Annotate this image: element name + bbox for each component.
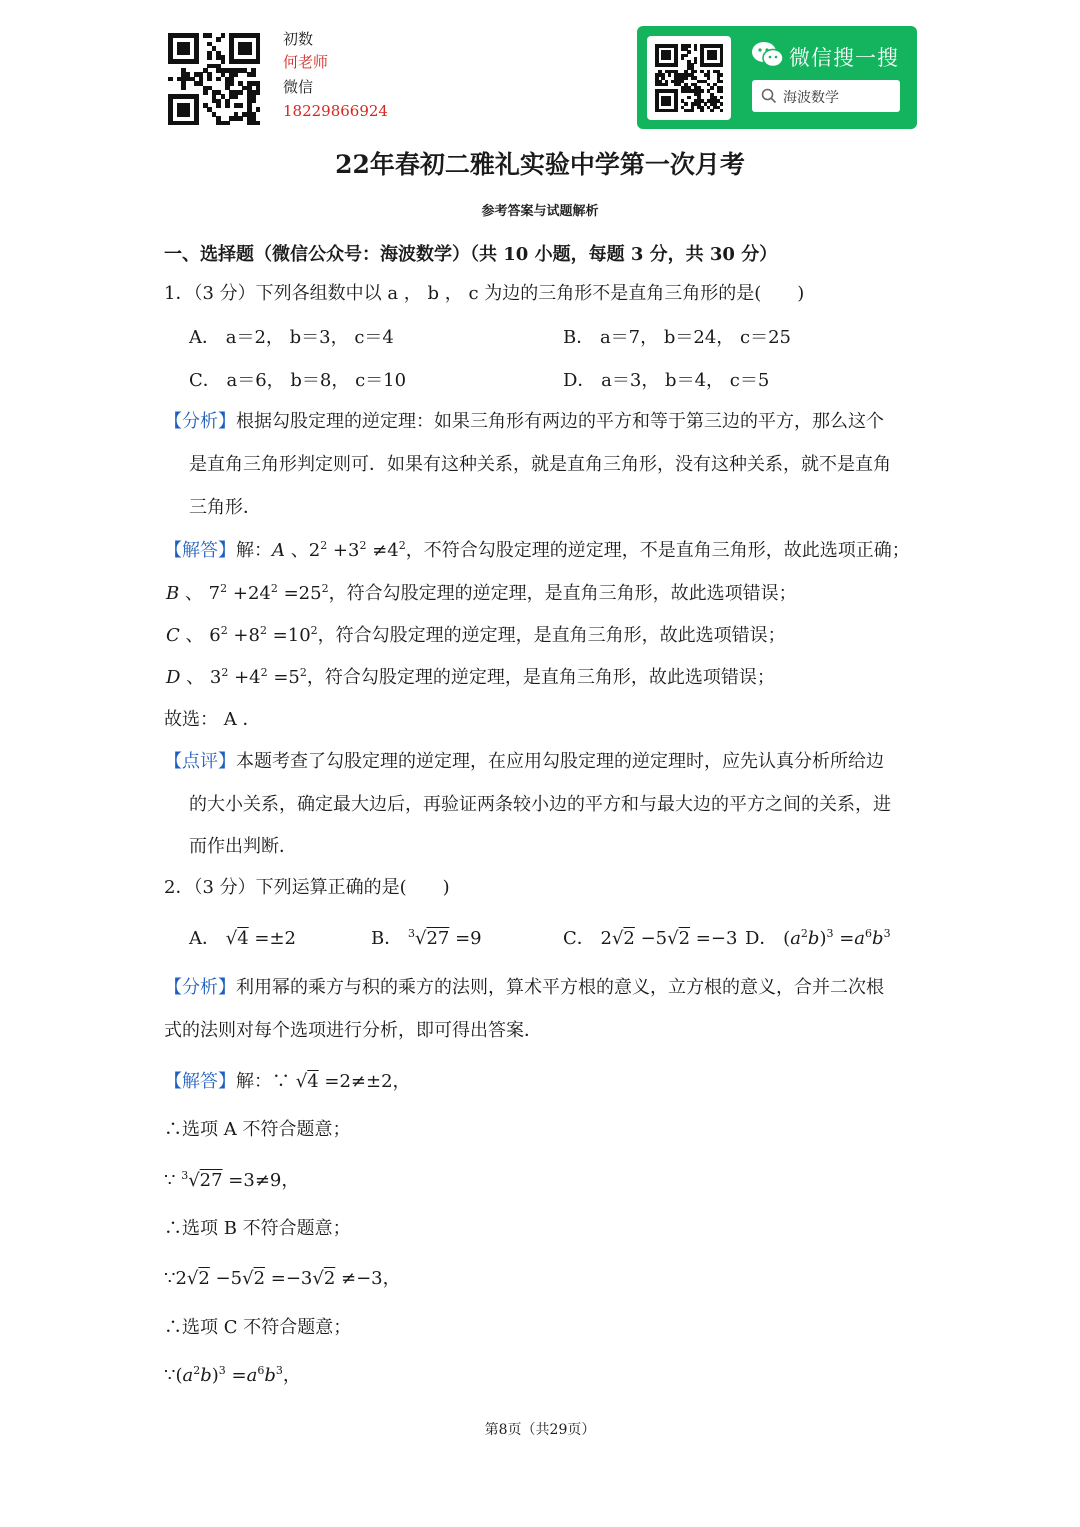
q2-answer-7: $\because(a^2b)^3 =a^6b^3$， (164, 1364, 301, 1386)
q1-choose: 故选： A ． (164, 709, 261, 730)
answer-text: ，符合勾股定理的逆定理，是直角三角形，故此选项错误； (317, 625, 786, 646)
qr-module (168, 77, 173, 82)
qr-module (694, 47, 698, 51)
q1-answer-a (164, 539, 910, 563)
analysis-tag: 【分析】 (164, 411, 236, 432)
answer-text: ，符合勾股定理的逆定理，是直角三角形，故此选项错误； (328, 583, 797, 604)
qr-module (691, 109, 695, 113)
qr-module (234, 94, 239, 99)
qr-module (700, 89, 704, 93)
qr-module (684, 102, 688, 106)
qr-module (186, 51, 191, 56)
contact-line-1: 初数 (283, 30, 314, 48)
qr-module (229, 81, 234, 86)
qr-module (720, 73, 724, 77)
q1-answer-c (166, 624, 786, 648)
q1-analysis-line-3: 三角形． (189, 497, 261, 518)
comment-text: 本题考查了勾股定理的逆定理，在应用勾股定理的逆定理时，应先认真分析所给边 (236, 751, 884, 772)
qr-module (225, 103, 230, 108)
qr-module (186, 112, 191, 117)
qr-module (194, 59, 199, 64)
q1-option-a: A． a＝2， b＝3， c＝4 (189, 327, 394, 348)
qr-code-left (167, 32, 261, 126)
qr-module (668, 102, 672, 106)
analysis-tag: 【分析】 (164, 977, 236, 998)
page-footer: 第8页（共29页） (484, 1422, 596, 1438)
q1-answer-b (166, 582, 797, 606)
qr-module (700, 109, 704, 113)
qr-module (674, 109, 678, 113)
qr-module (216, 37, 221, 42)
math-expr: B 、 $7^2 +24^2 =25^2$ (166, 582, 329, 604)
q2-option-b: B． $^3$√27 =9 (371, 927, 482, 949)
qr-module (216, 103, 221, 108)
analysis-text: 利用幂的乘方与积的乘方的法则，算术平方根的意义，立方根的意义，合并二次根 (236, 977, 884, 998)
q1-comment (164, 750, 884, 774)
qr-module (256, 59, 261, 64)
qr-module (720, 63, 724, 67)
qr-module (194, 121, 199, 126)
section-heading: 一、选择题（微信公众号：海波数学）（共 10 小题，每题 3 分，共 30 分） (164, 244, 778, 265)
math-expr: ∵ √4 =2≠±2， (272, 1071, 411, 1092)
contact-line-2: 何老师 (283, 53, 329, 71)
q2-answer-3: ∵ $^3$√27 =3≠9， (164, 1169, 300, 1191)
q1-stem: 1．（3 分）下列各组数中以 a ， b ， c 为边的三角形不是直角三角形的是( ) (164, 283, 805, 304)
q2-analysis-line-2: 式的法则对每个选项进行分析，即可得出答案． (164, 1020, 542, 1041)
qr-module (668, 73, 672, 77)
qr-module (707, 76, 711, 80)
qr-module (694, 60, 698, 64)
qr-module (694, 70, 698, 74)
q1-analysis-line-2: 是直角三角形判定则可．如果有这种关系，就是直角三角形，没有这种关系，就不是直角 (189, 454, 891, 475)
qr-module (238, 116, 243, 121)
qr-module (256, 107, 261, 112)
analysis-text: 根据勾股定理的逆定理：如果三角形有两边的平方和等于第三边的平方，那么这个 (236, 411, 884, 432)
qr-module (687, 96, 691, 100)
page-title: 22年春初二雅礼实验中学第一次月考 (335, 150, 745, 179)
qr-module (203, 90, 208, 95)
qr-module (238, 90, 243, 95)
q2-option-a: A． √4 =±2 (189, 928, 296, 949)
q2-option-d: D． $(a^2b)^3 =a^6b^3$ (745, 927, 891, 949)
qr-module (181, 86, 186, 91)
q2-option-c: C． 2√2 −5√2 =−3 (563, 928, 738, 949)
qr-module (251, 99, 256, 104)
q2-answer-2: ∴选项 A 不符合题意； (164, 1119, 351, 1140)
qr-module (216, 77, 221, 82)
q2-answer-5: ∵2√2 −5√2 =−3√2 ≠−3， (164, 1268, 401, 1289)
q1-option-b: B． a＝7， b＝24， c＝25 (563, 327, 791, 348)
qr-module (720, 96, 724, 100)
qr-module (668, 57, 672, 61)
qr-module (720, 102, 724, 106)
search-icon (761, 88, 777, 104)
qr-module (710, 109, 714, 113)
q1-comment-line-2: 的大小关系，确定最大边后，再验证两条较小边的平方和与最大边的平方之间的关系，进 (189, 794, 891, 815)
q2-answer-4: ∴选项 B 不符合题意； (164, 1218, 351, 1239)
qr-module (251, 72, 256, 77)
q2-answer-1 (164, 1070, 411, 1094)
qr-module (256, 121, 261, 126)
wechat-search-box[interactable] (752, 80, 900, 112)
q1-comment-line-3: 而作出判断． (189, 836, 297, 857)
qr-module (238, 103, 243, 108)
answer-prefix: 解： (236, 540, 272, 561)
math-expr: C 、 $6^2 +8^2 =10^2$ (166, 624, 318, 646)
wechat-icon (751, 40, 785, 70)
wechat-search-text: 海波数学 (783, 90, 839, 106)
comment-tag: 【点评】 (164, 751, 236, 772)
qr-module (684, 76, 688, 80)
math-expr: D 、 $3^2 +4^2 =5^2$ (166, 666, 307, 688)
qr-module (687, 50, 691, 54)
contact-line-3: 微信 (283, 78, 314, 96)
qr-module (207, 77, 212, 82)
qr-module (720, 80, 724, 84)
wechat-search-card[interactable] (637, 26, 917, 129)
qr-module (681, 57, 685, 61)
q1-option-d: D． a＝3， b＝4， c＝5 (563, 370, 770, 391)
q1-option-c: C． a＝6， b＝8， c＝10 (189, 370, 407, 391)
qr-module (225, 121, 230, 126)
qr-code-right (647, 36, 731, 120)
wechat-card-title: 微信搜一搜 (789, 46, 899, 70)
answer-prefix: 解： (236, 1071, 272, 1092)
answer-tag: 【解答】 (164, 540, 236, 561)
qr-module (234, 72, 239, 77)
qr-module (710, 86, 714, 90)
qr-module (665, 83, 669, 87)
qr-module (207, 55, 212, 60)
qr-module (256, 90, 261, 95)
qr-module (720, 109, 724, 113)
math-expr: A 、$2^2 +3^2 \ne 4^2$ (272, 539, 406, 561)
contact-phone: 18229866924 (283, 102, 388, 120)
qr-module (684, 54, 688, 58)
qr-module (207, 33, 212, 38)
qr-module (221, 59, 226, 64)
qr-module (687, 44, 691, 48)
qr-module (720, 89, 724, 93)
qr-module (221, 33, 226, 38)
qr-module (713, 57, 717, 61)
answer-text: ，符合勾股定理的逆定理，是直角三角形，故此选项错误； (306, 667, 775, 688)
qr-module (674, 63, 678, 67)
q1-analysis (164, 410, 884, 434)
answer-tag: 【解答】 (164, 1071, 236, 1092)
answer-text: ，不符合勾股定理的逆定理，不是直角三角形，故此选项正确； (405, 540, 910, 561)
q2-answer-6: ∴选项 C 不符合题意； (164, 1317, 352, 1338)
qr-module (247, 51, 252, 56)
q2-analysis (164, 976, 884, 1000)
q1-answer-d (166, 666, 775, 690)
q2-stem: 2．（3 分）下列运算正确的是( ) (164, 877, 450, 898)
page-subtitle: 参考答案与试题解析 (481, 204, 599, 219)
